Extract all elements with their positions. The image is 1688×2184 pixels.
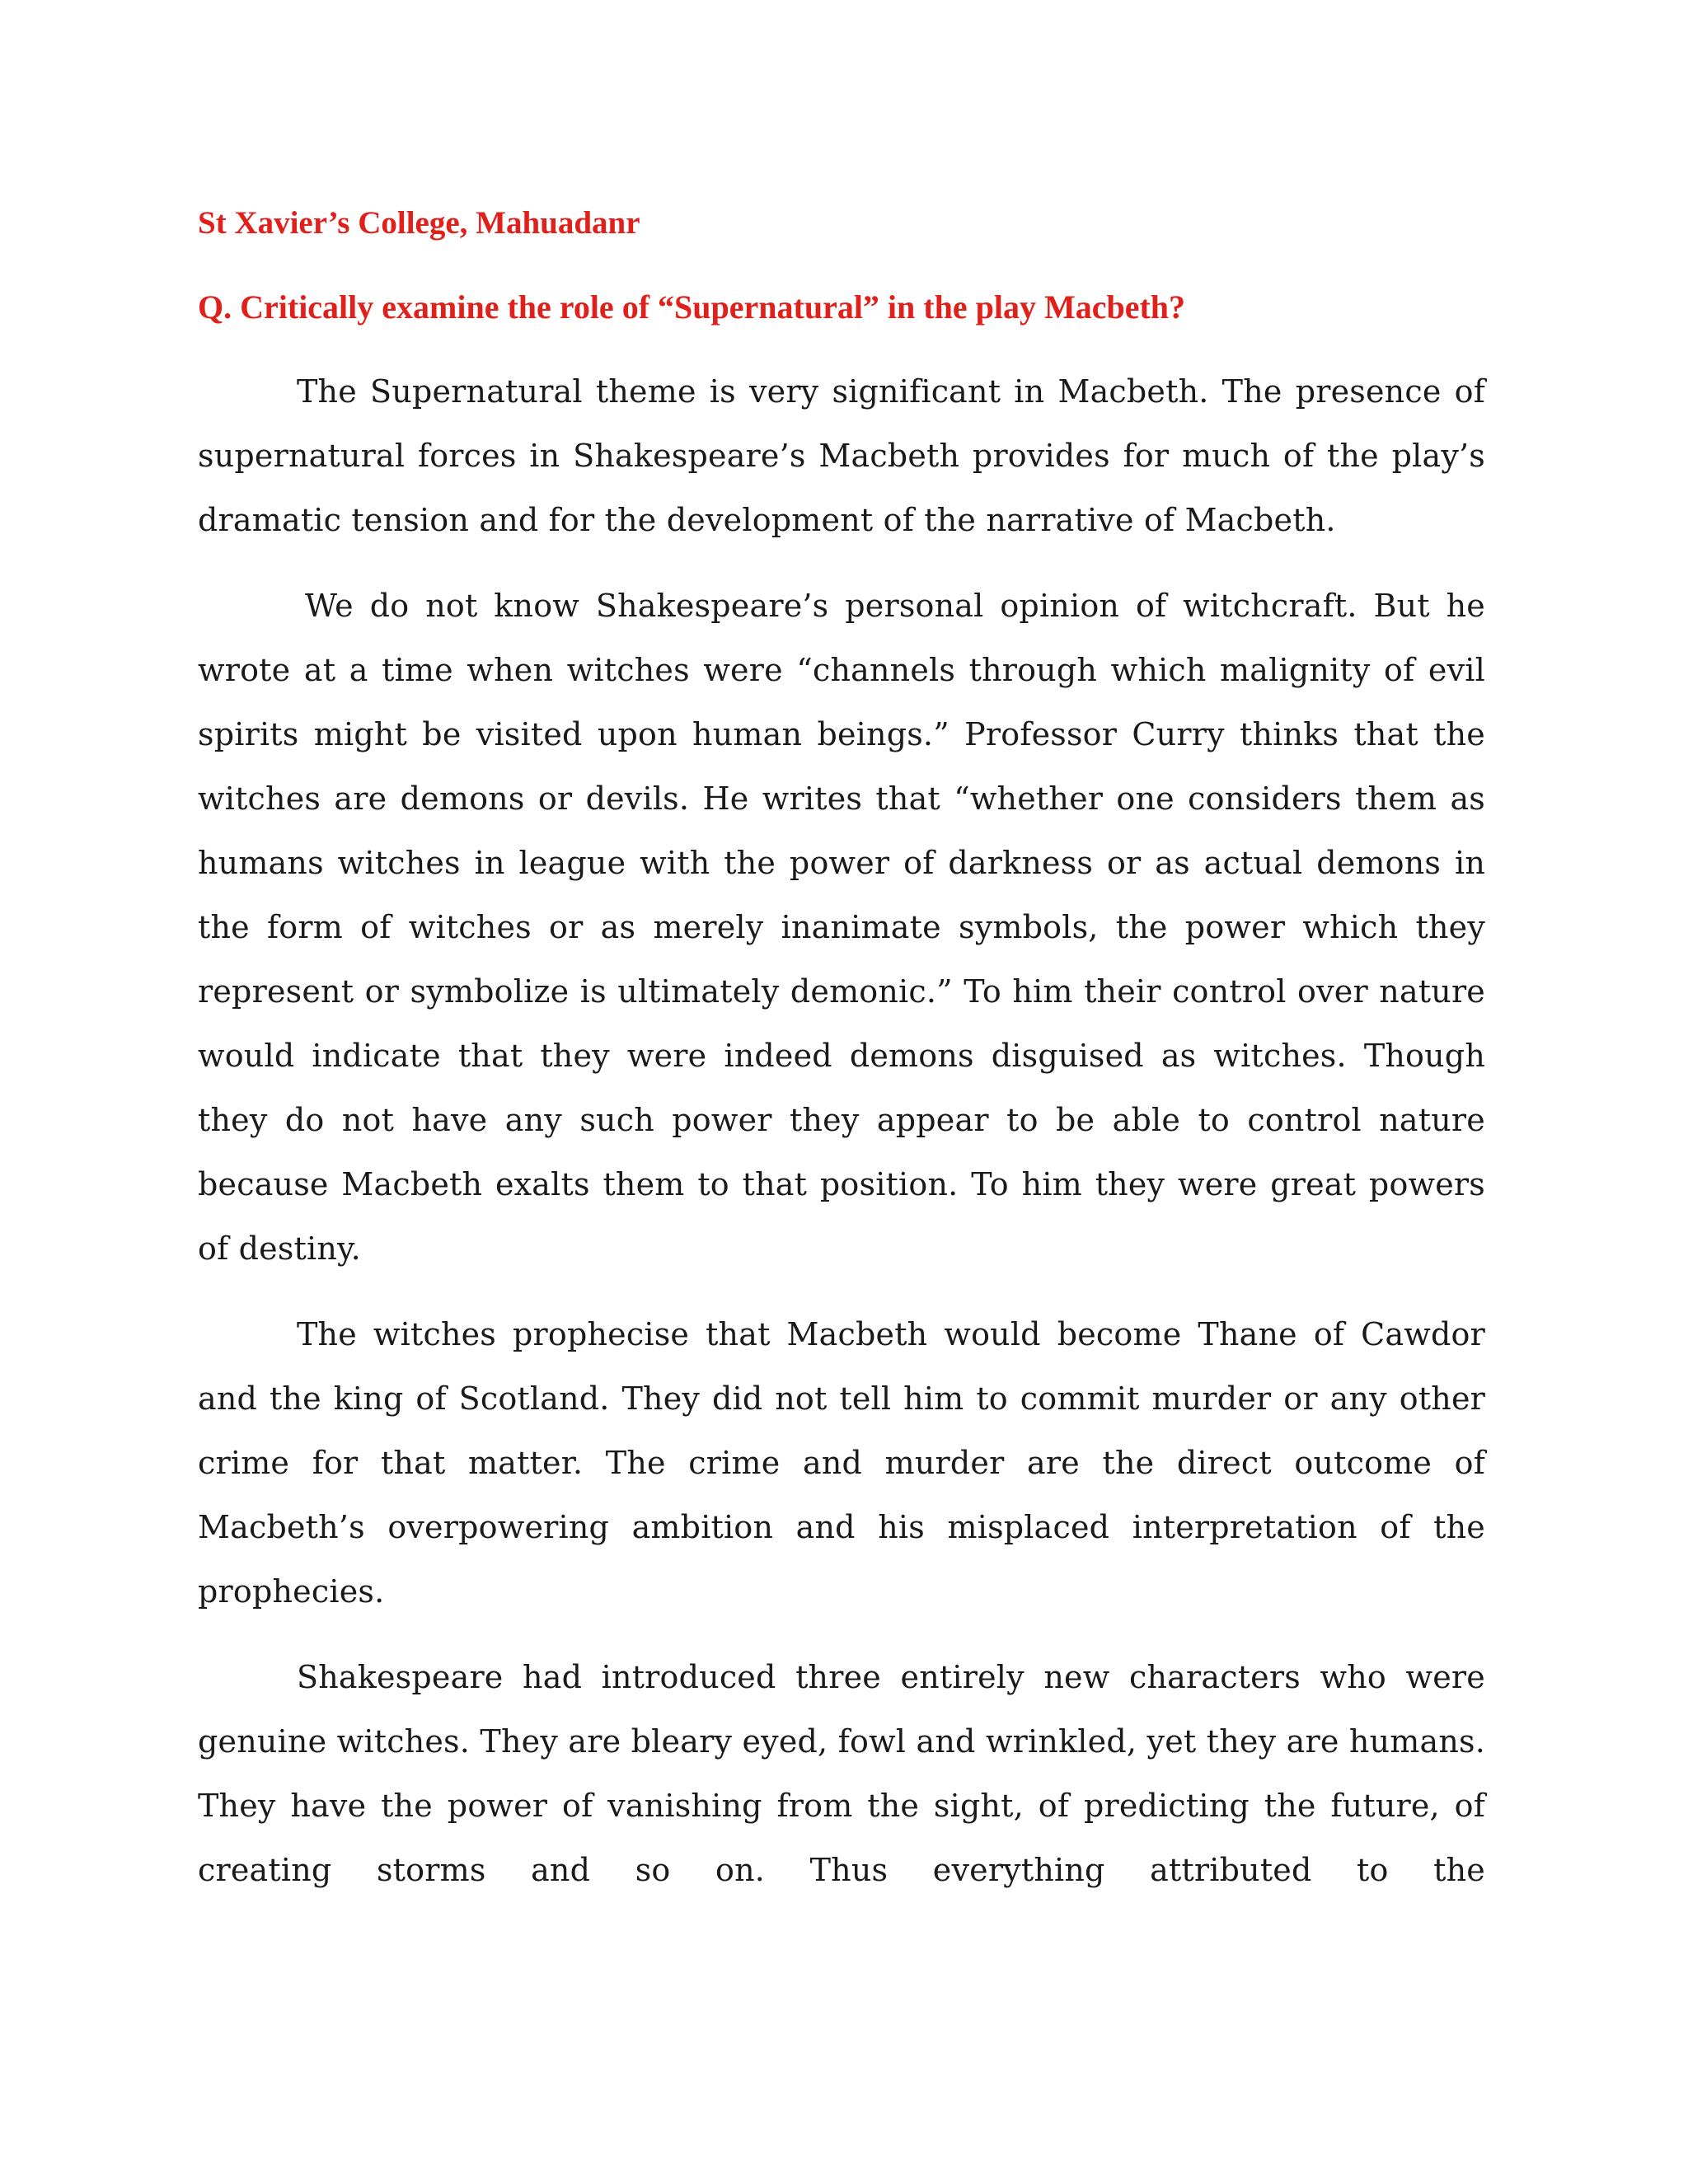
paragraph-1: The Supernatural theme is very significant in Macbeth. The presence of supernatural forces in Shakespeare’s Macbeth provides for much of the play’s dramatic tension and for the development of the narrative of Macbeth. (198, 373, 1485, 538)
college-name: St Xavier’s College, Mahuadanr (198, 205, 640, 241)
paragraph-3: The witches prophecise that Macbeth would become Thane of Cawdor and the king of Scotland. They did not tell him to commit murder or any other crime for that matter. The crime and murder are the direct outcome of Macbeth’s overpowering ambition and his misplaced interpretation of the prophecies. (198, 1316, 1485, 1610)
paragraph-4: Shakespeare had introduced three entirely new characters who were genuine witches. They are bleary eyed, fowl and wrinkled, yet they are humans. They have the power of vanishing from the sight, of predicting the future, of creating storms and so on. Thus everything attributed to the (198, 1659, 1485, 1888)
document-content (198, 196, 1485, 1902)
question-heading: Q. Critically examine the role of “Supernatural” in the play Macbeth? (198, 288, 1186, 326)
paragraph-2: We do not know Shakespeare’s personal opinion of witchcraft. But he wrote at a time when witches were “channels through which malignity of evil spirits might be visited upon human beings.” Professor Curry thinks that the witches are demons or devils. He writes that “whether one considers them as humans witches in league with the power of darkness or as actual demons in the form of witches or as merely inanimate symbols, the power which they represent or symbolize is ultimately demonic.” To him their control over nature would indicate that they were indeed demons disguised as witches. Though they do not have any such power they appear to be able to control nature because Macbeth exalts them to that position. To him they were great powers of destiny. (198, 588, 1485, 1267)
